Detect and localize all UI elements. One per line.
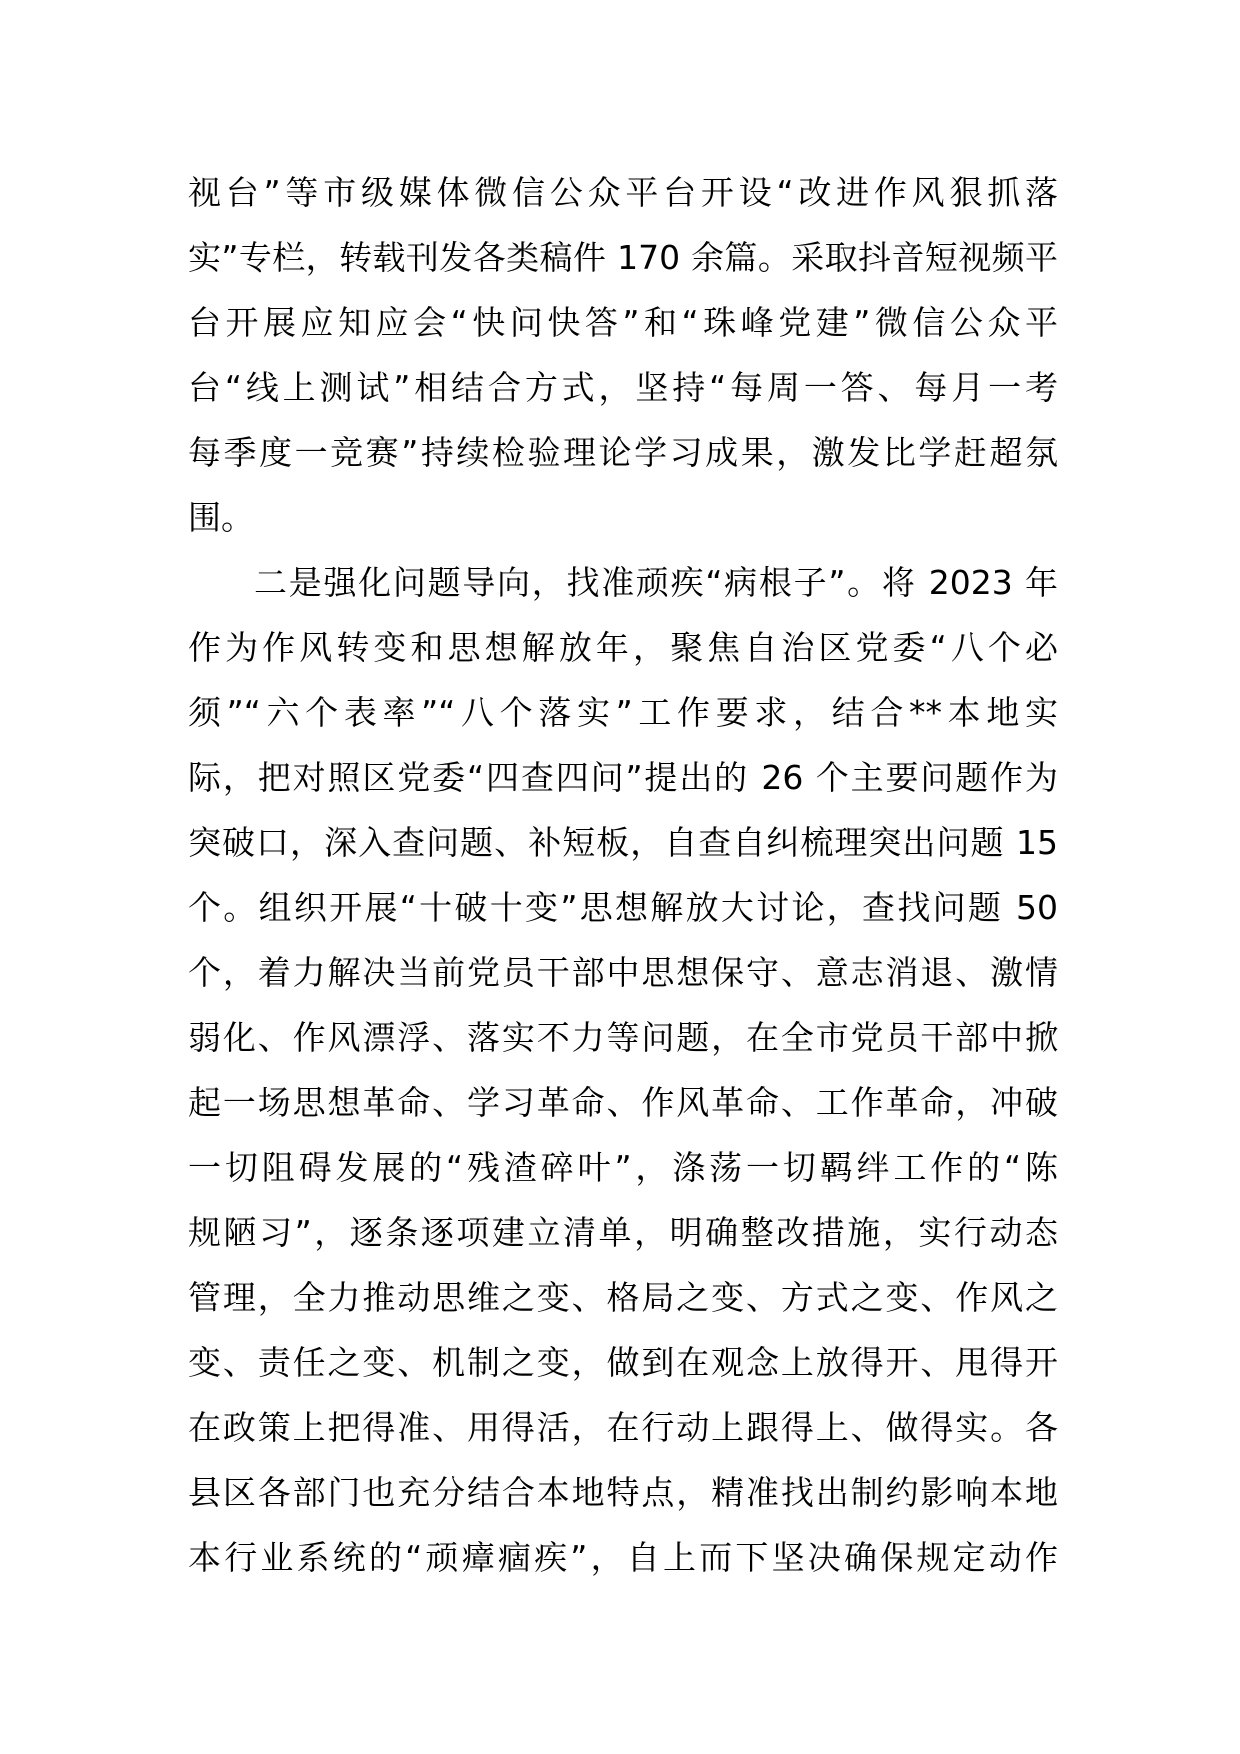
text-line: 个，着力解决当前党员干部中思想保守、意志消退、激情 — [188, 953, 1058, 992]
text-line: 本行业系统的“顽瘴痼疾”，自上而下坚决确保规定动作 — [188, 1538, 1058, 1577]
text-line: 突破口，深入查问题、补短板，自查自纠梳理突出问题 15 — [188, 823, 1058, 862]
text-line: 实”专栏，转载刊发各类稿件 170 余篇。采取抖音短视频平 — [188, 238, 1058, 277]
text-line: 作为作风转变和思想解放年，聚焦自治区党委“八个必 — [188, 628, 1058, 667]
text-line: 一切阻碍发展的“残渣碎叶”，涤荡一切羁绊工作的“陈 — [188, 1148, 1058, 1187]
text-line: 每季度一竞赛”持续检验理论学习成果，激发比学赶超氛 — [188, 433, 1058, 472]
text-line: 台“线上测试”相结合方式，坚持“每周一答、每月一考 — [188, 368, 1058, 407]
text-line: 变、责任之变、机制之变，做到在观念上放得开、甩得开 — [188, 1343, 1058, 1382]
text-line: 须”“六个表率”“八个落实”工作要求，结合**本地实 — [188, 693, 1058, 732]
text-line: 规陋习”，逐条逐项建立清单，明确整改措施，实行动态 — [188, 1213, 1058, 1252]
text-line: 在政策上把得准、用得活，在行动上跟得上、做得实。各 — [188, 1408, 1058, 1447]
text-line: 管理，全力推动思维之变、格局之变、方式之变、作风之 — [188, 1278, 1058, 1317]
text-line: 际，把对照区党委“四查四问”提出的 26 个主要问题作为 — [188, 758, 1058, 797]
paragraph-2 — [188, 550, 1058, 1590]
text-line: 起一场思想革命、学习革命、作风革命、工作革命，冲破 — [188, 1083, 1058, 1122]
paragraph-1 — [188, 160, 1058, 550]
text-line: 视台”等市级媒体微信公众平台开设“改进作风狠抓落 — [188, 173, 1058, 212]
text-line: 个。组织开展“十破十变”思想解放大讨论，查找问题 50 — [188, 888, 1058, 927]
text-line: 围。 — [188, 498, 254, 537]
text-line: 县区各部门也充分结合本地特点，精准找出制约影响本地 — [188, 1473, 1058, 1512]
document-body — [188, 160, 1058, 1590]
text-line: 台开展应知应会“快问快答”和“珠峰党建”微信公众平 — [188, 303, 1058, 342]
text-line: 弱化、作风漂浮、落实不力等问题，在全市党员干部中掀 — [188, 1018, 1058, 1057]
text-line: 二是强化问题导向，找准顽疾“病根子”。将 2023 年 — [254, 563, 1058, 602]
